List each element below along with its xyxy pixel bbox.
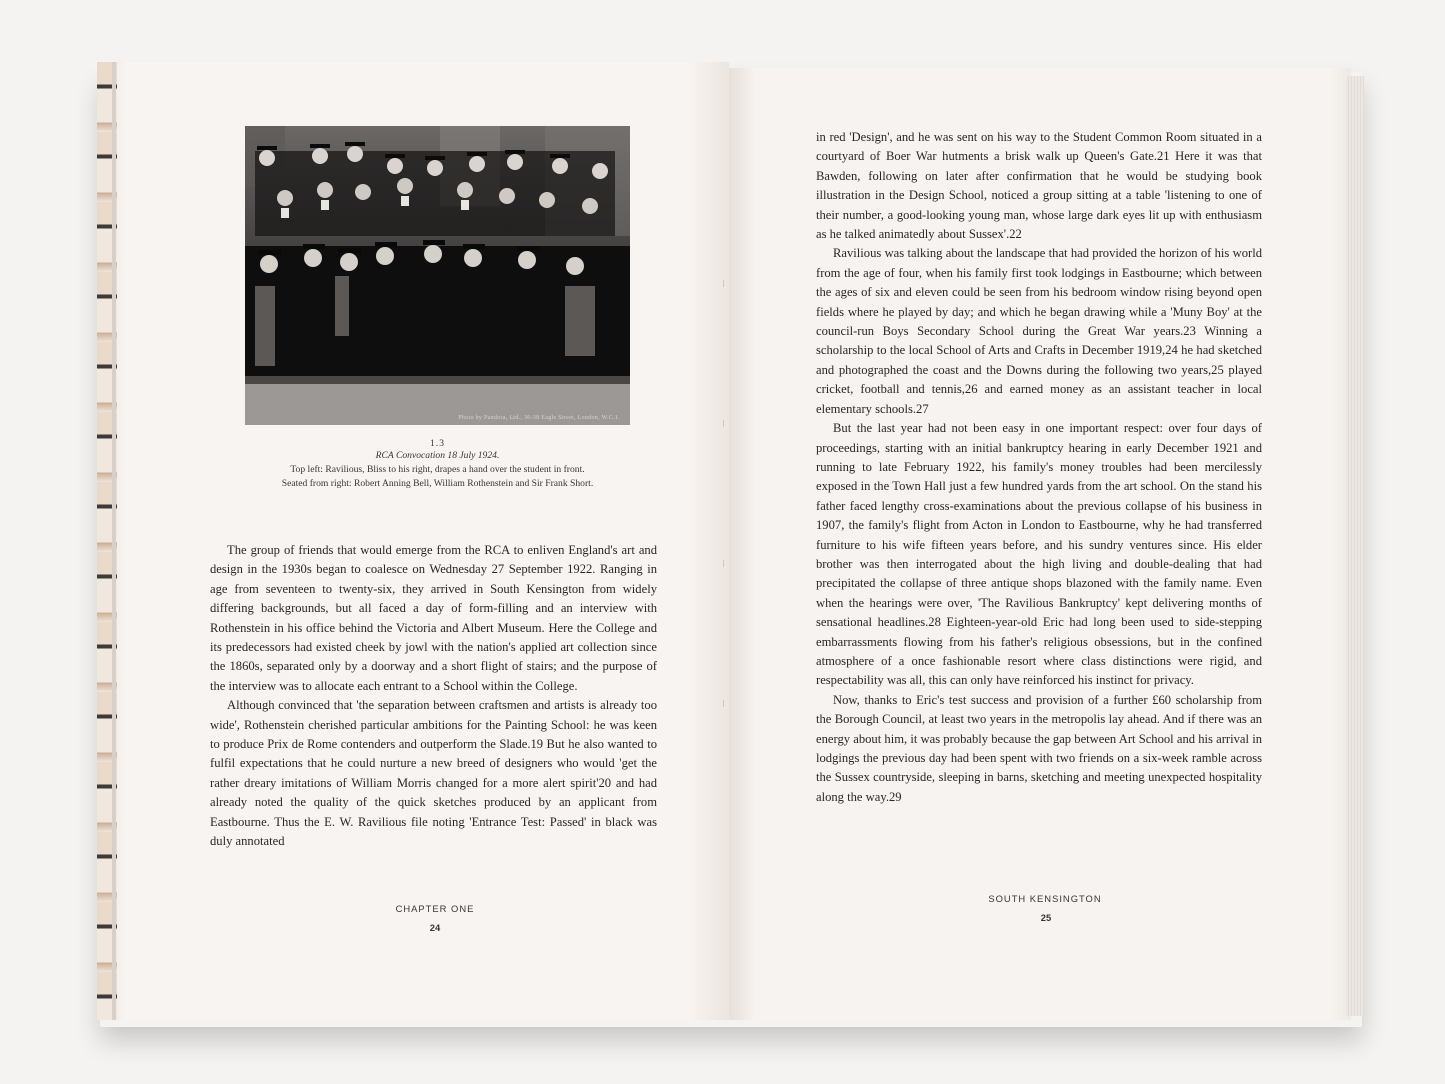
photo-illustration [245, 126, 630, 425]
paragraph: Now, thanks to Eric's test success and provision of a further £60 scholarship from the Borough Council, at least two years in the metropolis lay ahead. And if there was an energy about him, it was probably because the gap between Art School and his arrival in lodgings the previous day had been spent with two friends on a six-week ramble across the Sussex countryside, sleeping in barns, sketching and meeting unexpected hospitality along the way.29 [816, 692, 1262, 804]
figure-caption-line-2: Seated from right: Robert Anning Bell, William Rothenstein and Sir Frank Short. [281, 478, 594, 489]
left-running-head: CHAPTER ONE [395, 903, 475, 914]
photo-credit: Photo by Pandora, Ltd., 36-38 Eagle Street, London, W.C.1. [458, 415, 620, 421]
convocation-photo [245, 126, 630, 425]
paragraph: Ravilious was talking about the landscape that had provided the horizon of his world from the age of four, when his family first took lodgings in Eastbourne; which between the ages of six and eleven could be seen from his bedroom window rising beyond open fields where he played by day; and which he began drawing while a 'Muny Boy' at the council-run Boys Secondary School during the Great War years.23 Winning a scholarship to the local School of Arts and Crafts in December 1919,24 he had sketched and photographed the coast and the Downs during the following two years,25 played cricket, football and tennis,26 and earned money as an assistant teacher in local elementary schools.27 [816, 246, 1262, 416]
right-body-text [816, 128, 1262, 807]
gutter-mark [723, 560, 724, 567]
right-page-edges [1346, 76, 1364, 1016]
right-page-number: 25 [1040, 912, 1052, 923]
paragraph: But the last year had not been easy in one important respect: over four days of proceedings, starting with an initial bankruptcy hearing in early December 1921 and running to late February 1922, his family's money troubles had been mercilessly exposed in the Town Hall just a few hundred yards from the art school. On the stand his father faced lengthy cross-examinations about the previous collapse of his business in 1907, the family's flight from Acton in London to Eastbourne, why he had transferred furniture to his wife fifteen years before, and his sundry ventures since. His elder brother was then interrogated about the high living and double-dealing that had precipitated the collapse of three antique shops blazoned with the family name. Even when the hearings were over, 'The Ravilious Bankruptcy' kept delivering months of sensational headlines.28 Eighteen-year-old Eric had long been used to side-stepping embarrassments flowing from his father's religious obsessions, but in the confined atmosphere of a once fashionable resort where class distinctions were rigid, and respectability was all, this can only have reinforced his instinct for privacy. [816, 421, 1262, 688]
paragraph: Although convinced that 'the separation between craftsmen and artists is already too wide', Rothenstein cherished particular ambitions for the Painting School: he was keen to produce Prix de Rome contenders and outperform the Slade.19 But he also wanted to fulfil expectations that he could nurture a new breed of designers who would 'get the rather dreary imitations of William Morris changed for a more alert spirit'20 and had already noted the quality of the quick sketches produced by an applicant from Eastbourne. Thus the E. W. Ravilious file noting 'Entrance Test: Passed' in black was duly annotated [210, 698, 657, 849]
gutter-mark [723, 280, 724, 287]
left-body-text [210, 541, 657, 852]
figure-caption-line-1: Top left: Ravilious, Bliss to his right, drapes a hand over the student in front. [290, 464, 585, 475]
gutter-mark [723, 420, 724, 427]
figure-number: 1.3 [430, 438, 445, 449]
right-running-head: SOUTH KENSINGTON [988, 893, 1102, 904]
paragraph: The group of friends that would emerge from the RCA to enliven England's art and design in the 1930s began to coalesce on Wednesday 27 September 1922. Ranging in age from seventeen to twenty-six, they arrived in South Kensington from widely differing backgrounds, but all faced a day of form-filling and an interview with Rothenstein in his office behind the Victoria and Albert Museum. Here the College and its predecessors had existed cheek by jowl with the nation's applied art collection since the 1860s, separated only by a doorway and a short flight of stairs; and the purpose of the interview was to allocate each entrant to a School within the College. [210, 543, 657, 693]
left-page-number: 24 [429, 922, 441, 933]
gutter-mark [723, 700, 724, 707]
left-page-strip [112, 62, 116, 1020]
figure-title: RCA Convocation 18 July 1924. [375, 450, 500, 461]
paragraph: in red 'Design', and he was sent on his way to the Student Common Room situated in a courtyard of Boer War hutments a brisk walk up Queen's Gate.21 Here it was that Bawden, following on later after confirmation that he would be studying book illustration in the Design School, noticed a group sitting at a table 'listening to one of their number, a good-looking young man, whose large dark eyes lit up with enthusiasm as he talked animatedly about Sussex'.22 [816, 130, 1262, 242]
